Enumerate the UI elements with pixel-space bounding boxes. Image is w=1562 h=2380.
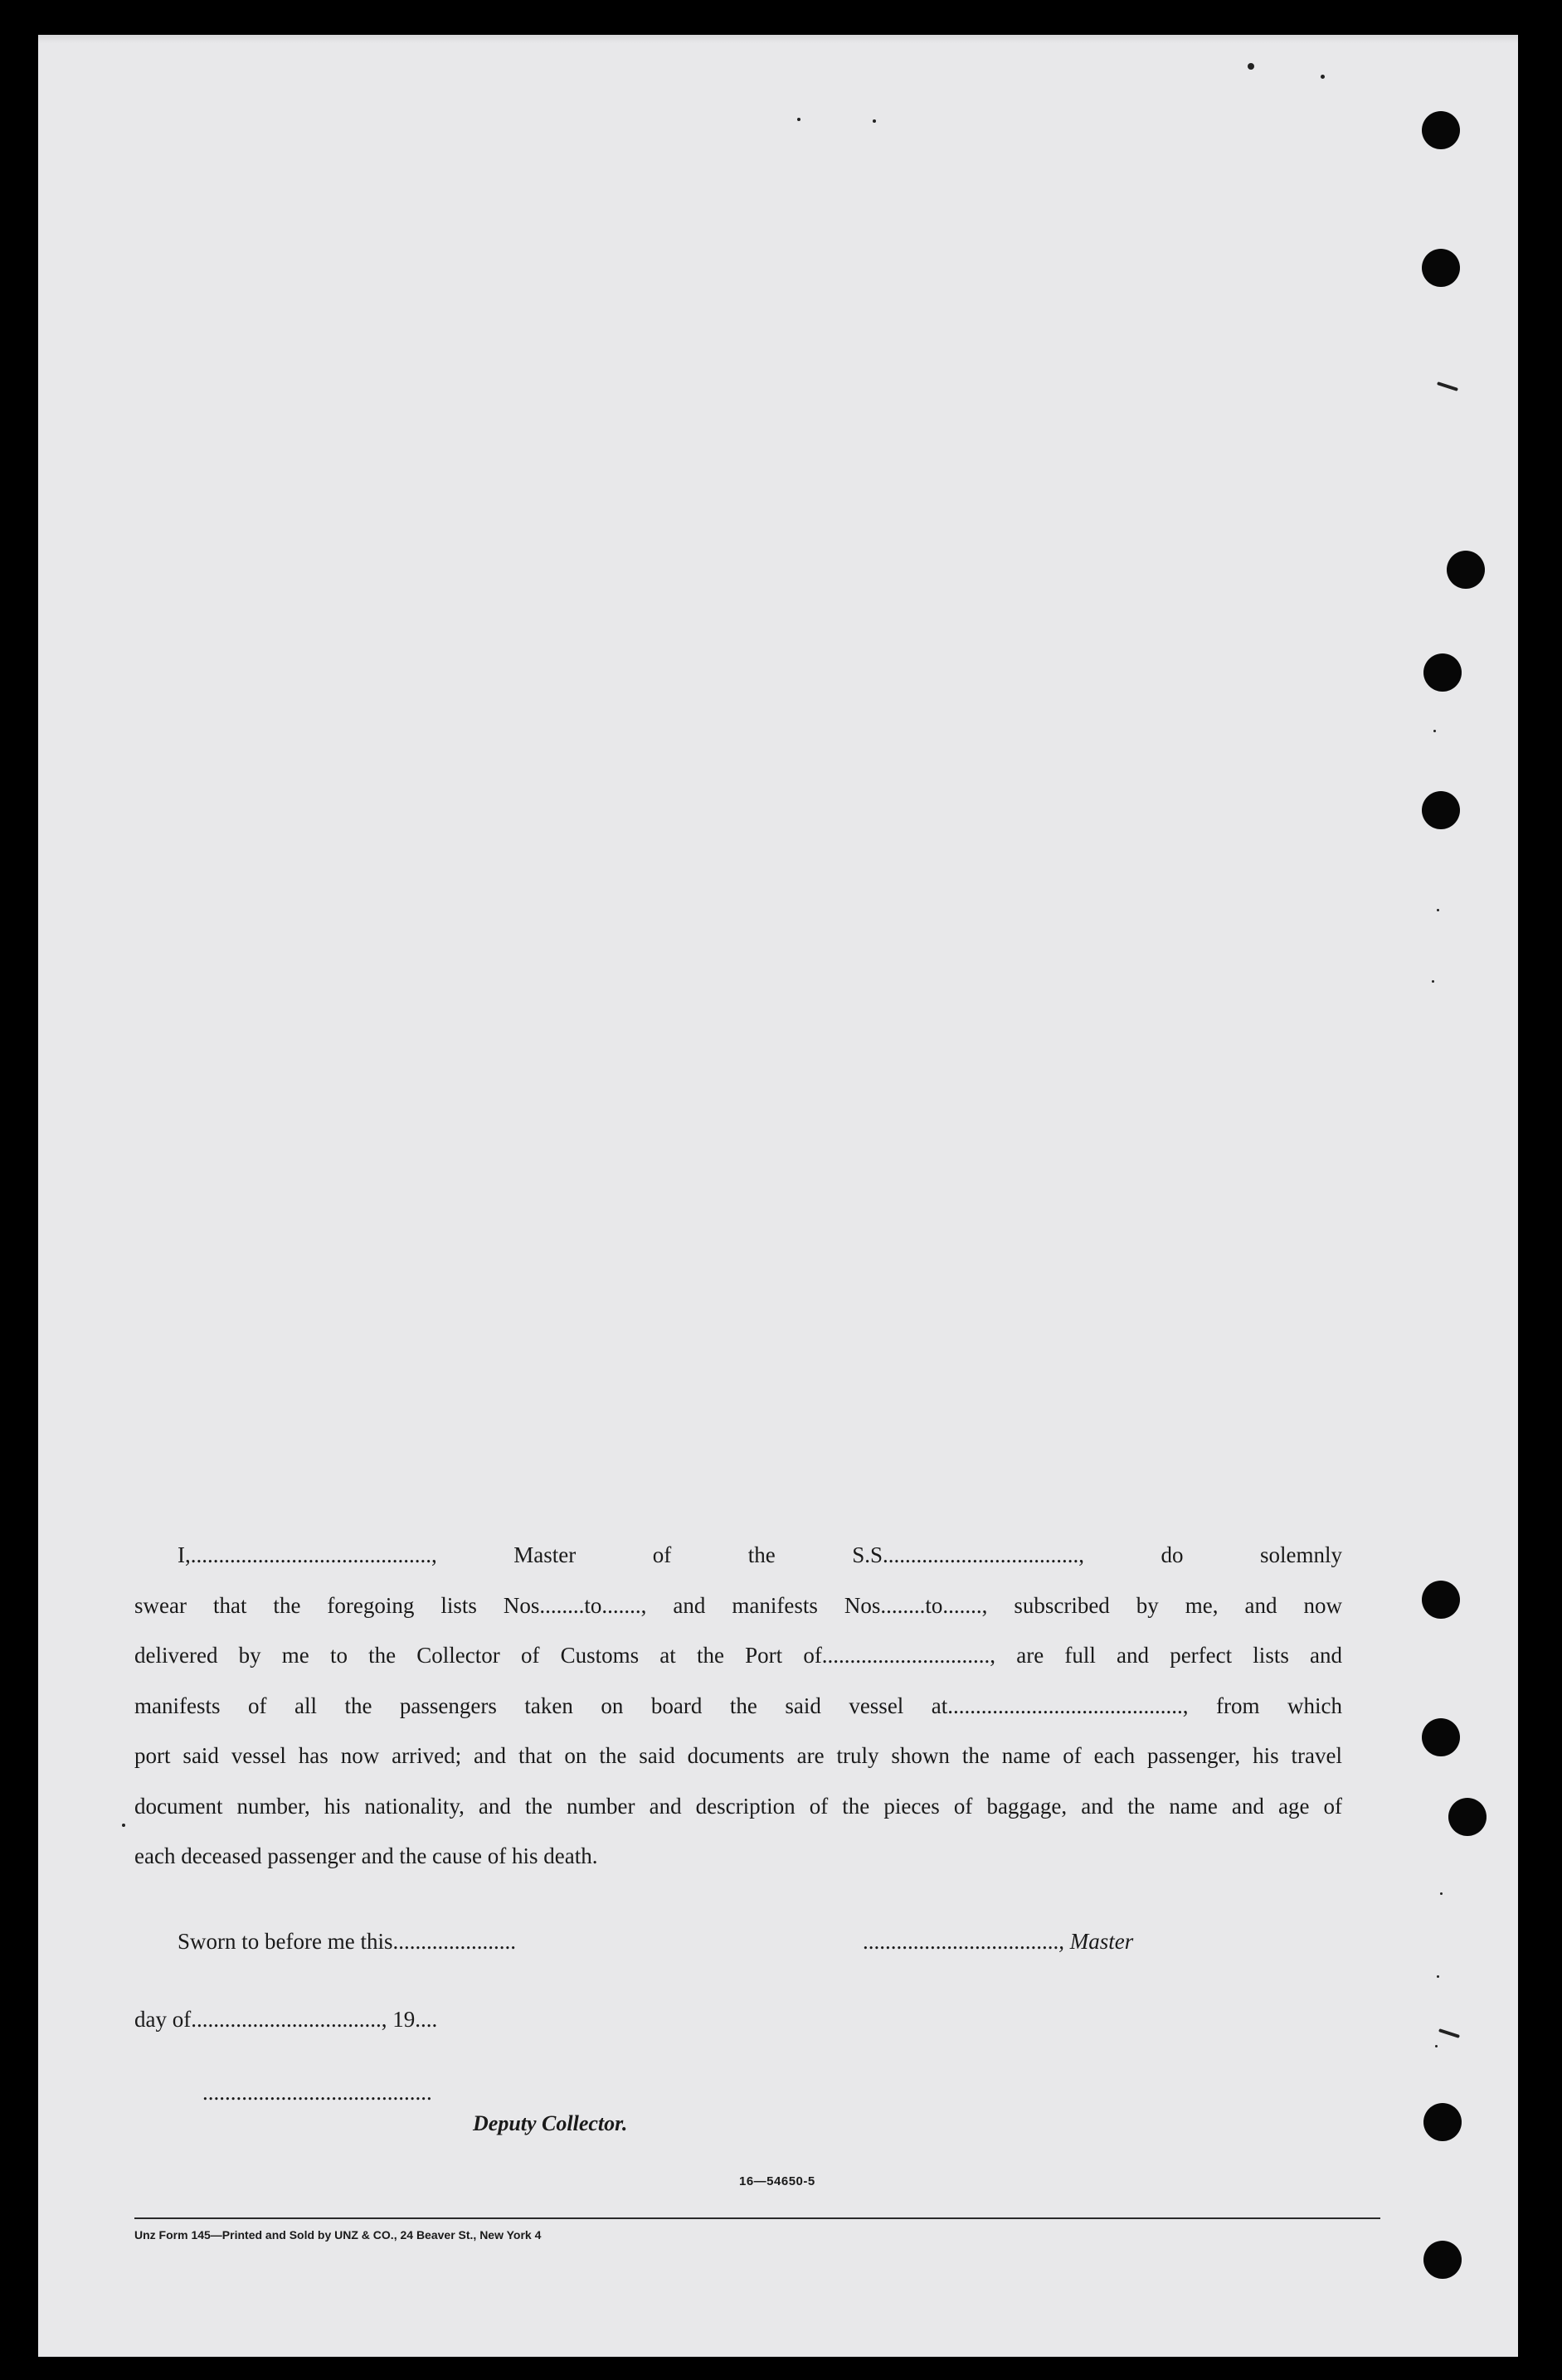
speck: [873, 119, 876, 123]
document-page: [38, 35, 1518, 2357]
deputy-collector-label: Deputy Collector.: [473, 2111, 628, 2135]
speck: [1248, 63, 1254, 70]
punch-hole: [1423, 2103, 1462, 2141]
master-signature-blank: ...................................: [863, 1929, 1059, 1954]
footer-rule: [134, 2217, 1380, 2219]
punch-hole: [1422, 791, 1460, 829]
pencil-mark: [1438, 2028, 1460, 2038]
speck: [122, 1824, 125, 1827]
punch-hole: [1422, 249, 1460, 287]
pencil-mark: [1437, 381, 1458, 391]
master-signature-line: [863, 1929, 1133, 1955]
oath-line: each deceased passenger and the cause of his death.: [134, 1843, 598, 1868]
oath-line: port said vessel has now arrived; and that on the said documents are truly shown the name of each passenger, his travel: [134, 1743, 1342, 1768]
oath-line: swear that the foregoing lists Nos........to......., and manifests Nos........to......., subscribed by me, and now: [134, 1592, 1342, 1618]
master-label: , Master: [1058, 1929, 1134, 1954]
printer-imprint: Unz Form 145—Printed and Sold by UNZ & CO., 24 Beaver St., New York 4: [134, 2228, 542, 2242]
speck: [1437, 1975, 1439, 1978]
oath-line: manifests of all the passengers taken on board the said vessel at.........................................., from which: [134, 1693, 1342, 1718]
punch-hole: [1422, 1718, 1460, 1756]
punch-hole: [1422, 1581, 1460, 1619]
speck: [1440, 1892, 1443, 1895]
deputy-signature-blank: .........................................: [202, 2080, 432, 2105]
oath-line: I,..........................................., Master of the S.S..................................., do solemnly: [178, 1542, 1342, 1567]
speck: [1437, 909, 1439, 911]
speck: [797, 118, 800, 121]
punch-hole: [1423, 653, 1462, 692]
punch-hole: [1423, 2241, 1462, 2279]
punch-hole: [1422, 111, 1460, 149]
speck: [1433, 730, 1436, 732]
punch-hole: [1448, 1798, 1487, 1836]
sworn-line: Sworn to before me this......................: [178, 1929, 516, 1954]
form-number: 16—54650-5: [739, 2174, 815, 2188]
speck: [1321, 75, 1325, 79]
speck: [1435, 2045, 1438, 2047]
oath-paragraph: [134, 1530, 1342, 1882]
punch-hole: [1447, 551, 1485, 589]
speck: [1432, 980, 1434, 983]
oath-line: delivered by me to the Collector of Customs at the Port of.............................., are full and perfect lists and: [134, 1643, 1342, 1668]
oath-line: document number, his nationality, and the number and description of the pieces of baggage, and the name and age of: [134, 1793, 1342, 1819]
day-of-line: day of.................................., 19....: [134, 2007, 438, 2032]
